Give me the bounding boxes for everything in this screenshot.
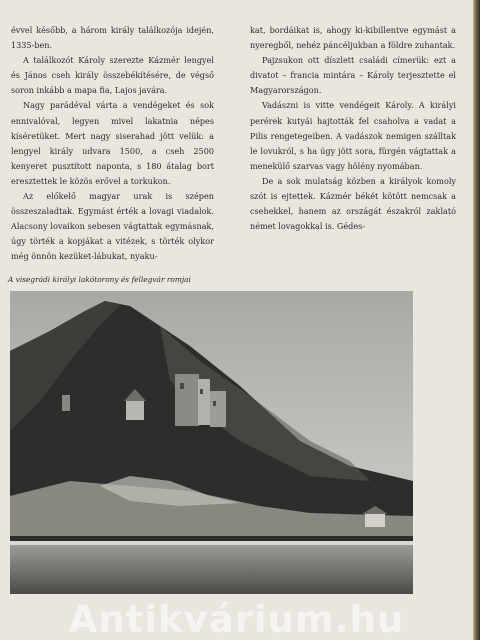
left-column-paragraph: Nagy parádéval várta a vendégeket és sok ennivalóval, legyen mivel lakatnia népes kíséretüket. Mert nagy siserahad jött velük: a lengyel király udvara 1500, a cseh 2500 kenyeret pusztított naponta, s 180 átalag bort eresztettek le közös erővel a torkukon. xyxy=(11,100,214,186)
text-column-left xyxy=(11,23,214,265)
left-column-paragraph: Az előkelő magyar urak is szépen összeszaladtak. Egymást érték a lovagi viadalok. Alacsony lovaikon sebesen vágtattak egymásnak, úgy törték a kopjákat a vitézek, s törték olykor még önnön kezüket-lábukat, nyaku- xyxy=(11,191,214,262)
right-column-paragraph: Vadászni is vitte vendégeit Károly. A királyi perérek kutyái hajtották fel csaholva a vadat a Pilis rengetegeiben. A vadászok nemigen szálltak le lovukról, s ha úgy jött sora, fürgén vágtattak a menekülő szarvas vagy hölény nyomában. xyxy=(250,100,456,171)
castle-photo-illustration xyxy=(10,291,413,594)
photo-caption: A visegrádi királyi lakótorony és fellegvár romjai xyxy=(8,275,191,284)
watermark: Antikvárium.hu xyxy=(68,598,405,640)
right-column-paragraph: kat, bordáikat is, ahogy ki-kibillentve egymást a nyeregből, nehéz páncéljukban a földre zuhantak. xyxy=(250,25,456,51)
left-column-paragraph: A találkozót Károly szerezte Kázmér lengyel és János cseh király összebékítésére, de végső soron inkább a mapa fia, Lajos javára. xyxy=(11,55,214,96)
right-column-paragraph: De a sok mulatság közben a királyok komoly szót is ejtettek. Kázmér békét kötött nemcsak a csehekkel, hanem az országát északról zaklató német lovagokkal is. Gédes- xyxy=(250,175,456,232)
left-column-paragraph: évvel később, a három király találkozója idején, 1335-ben. xyxy=(11,25,214,51)
book-page-edge xyxy=(473,0,480,640)
text-column-right xyxy=(250,23,456,234)
right-column-paragraph: Pajzsukon ott díszlett családi címerük: ezt a divatot – francia mintára – Károly terjesztette el Magyarországon. xyxy=(250,55,456,96)
photo-visegrad-castle xyxy=(10,291,413,594)
